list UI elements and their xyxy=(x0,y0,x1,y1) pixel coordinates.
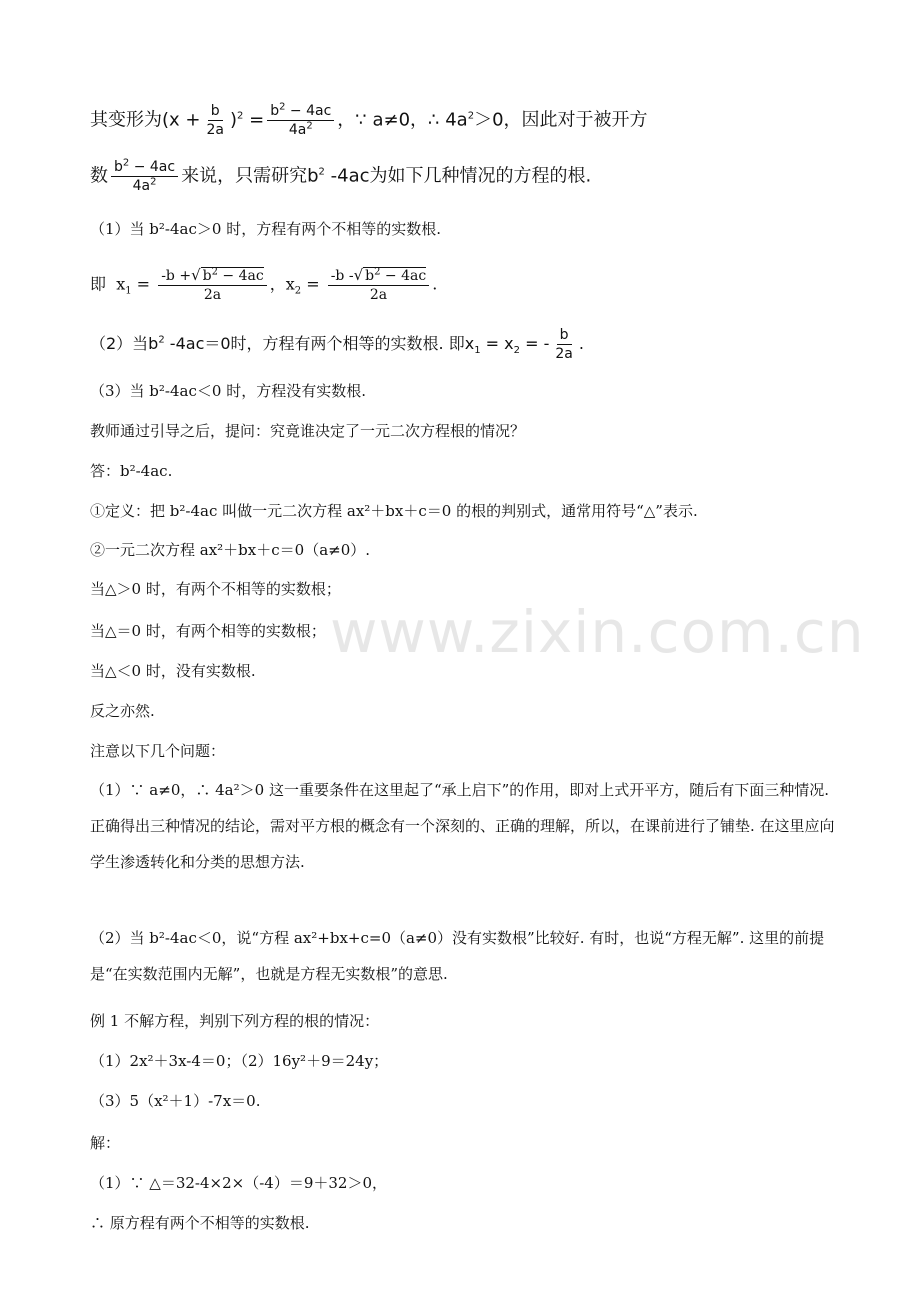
note-1-paragraph: （1）∵ a≠0，∴ 4a²＞0 这一重要条件在这里起了“承上启下”的作用，即对上式开平方，随后有下面三种情况. 正确得出三种情况的结论，需对平方根的概念有一个深刻的、正确的理解，所以，在课前进行了铺垫. 在这里应向学生渗透转化和分类的思想方法. xyxy=(90,781,835,871)
note-2-paragraph: （2）当 b²-4ac＜0，说“方程 ax²+bx+c=0（a≠0）没有实数根”比较好. 有时，也说“方程无解”. 这里的前提是“在实数范围内无解”，也就是方程无实数根”的意思. xyxy=(90,929,825,983)
example-equations-1-2: （1）2x²＋3x-4＝0；（2）16y²＋9＝24y； xyxy=(90,1052,389,1070)
solution-step-1: （1）∵ △＝32-4×2×（-4）＝9＋32＞0， xyxy=(90,1174,388,1192)
answer-text: 答：b²-4ac. xyxy=(90,462,173,480)
example-equation-3: （3）5（x²＋1）-7x＝0. xyxy=(90,1092,261,1110)
example-heading: 例 1 不解方程，判别下列方程的根的情况： xyxy=(90,1012,380,1030)
transformed-equation-line: 其变形为(x + $\frac{b}{2a}$ )$^2$ = $\frac{b^2 - 4ac}{4a^2}$ ，∵ a≠0，∴ $4a^2>0$，因此对于被开方 xyxy=(90,101,648,138)
teacher-question: 教师通过引导之后，提问：究竟谁决定了一元二次方程根的情况？ xyxy=(90,422,526,440)
case-2-text: （2）当$b^2$ -4ac＝0时，方程有两个相等的实数根. 即$x_1 = x_2$ = - $\frac{b}{2a}$ . xyxy=(90,327,584,362)
case-3-text: （3）当 b²-4ac＜0 时，方程没有实数根. xyxy=(90,382,366,400)
fraction-neg-b-over-2a: $\frac{b}{2a}$ xyxy=(555,327,573,362)
watermark: www.zixin.com.cn xyxy=(330,598,865,666)
converse-text: 反之亦然. xyxy=(90,702,155,720)
solution-label: 解： xyxy=(90,1134,121,1152)
notes-heading: 注意以下几个问题： xyxy=(90,742,226,760)
radicand-line: 数 $\frac{b^2 - 4ac}{4a^2}$ 来说，只需研究$b^2$ -4ac为如下几种情况的方程的根. xyxy=(90,157,592,194)
fraction-discriminant-over-4a2: $\frac{b^2 - 4ac}{4a^2}$ xyxy=(267,102,334,139)
roots-formula: 即 $x_1$ = $\frac{-b +√ b^2 - 4ac}{2a}$ ，$x_2$ = $\frac{-b -√ b^2 - 4ac}{2a}$ . xyxy=(90,266,438,303)
root-x1-fraction: $\frac{-b +√ b^2 - 4ac}{2a}$ xyxy=(158,266,267,304)
fraction-b-over-2a: $\frac{b}{2a}$ xyxy=(206,103,224,138)
equation-statement: ②一元二次方程 ax²＋bx＋c＝0（a≠0）. xyxy=(90,541,371,559)
text-segment: 其变形为(x + xyxy=(90,109,201,131)
condition-zero: 当△＝0 时，有两个相等的实数根； xyxy=(90,622,326,640)
solution-conclusion-1: ∴ 原方程有两个不相等的实数根. xyxy=(90,1214,310,1232)
condition-negative: 当△＜0 时，没有实数根. xyxy=(90,662,256,680)
root-x2-fraction: $\frac{-b -√ b^2 - 4ac}{2a}$ xyxy=(328,266,430,304)
case-1-text: （1）当 b²-4ac＞0 时，方程有两个不相等的实数根. xyxy=(90,220,441,238)
condition-positive: 当△＞0 时，有两个不相等的实数根； xyxy=(90,580,341,598)
definition-text: ①定义：把 b²-4ac 叫做一元二次方程 ax²＋bx＋c＝0 的根的判别式，通常用符号“△”表示. xyxy=(90,502,698,520)
fraction-radicand: $\frac{b^2 - 4ac}{4a^2}$ xyxy=(111,158,178,195)
